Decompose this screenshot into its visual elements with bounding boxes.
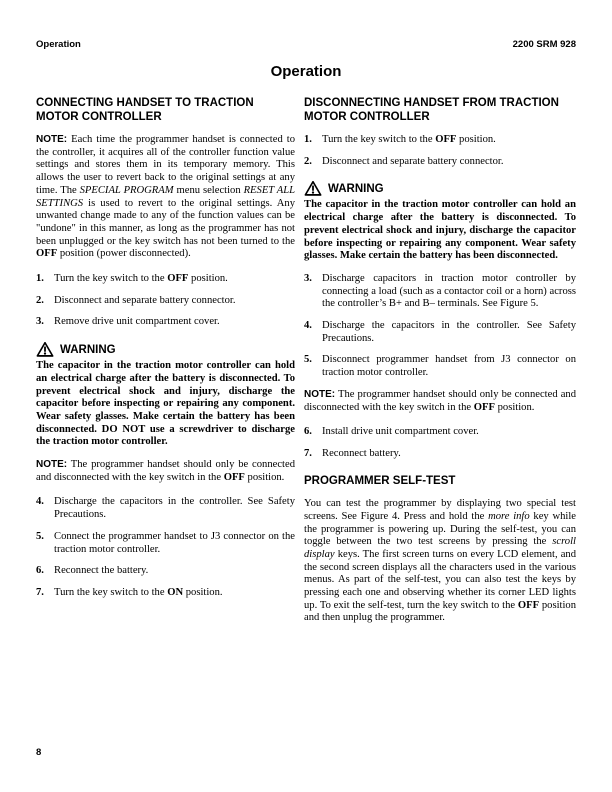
step-list: [36, 273, 295, 329]
step-list: [304, 134, 576, 168]
step-item: [304, 320, 576, 345]
step-text: Turn the key switch to the OFF position.: [322, 134, 496, 145]
warning-text: The capacitor in the traction motor controller can hold an electrical charge after the battery is disconnected. To prevent electrical shock and injury, discharge the capacitor before inspecting or repairing any component. Wear safety glasses. Make certain the battery has been disconnected.: [304, 199, 576, 262]
note-paragraph: NOTE: The programmer handset should only be connected and disconnected with the key switch in the OFF position.: [304, 388, 576, 413]
warning-triangle-icon: [304, 181, 322, 197]
note-paragraph: NOTE: Each time the programmer handset is connected to the controller, it acquires all of the controller function value settings and stores them in its temporary memory. This allows the user to revert back to the original settings at any time. The SPECIAL PROGRAM menu selection RESET ALL SETTINGS is used to revert to the original settings. Any unwanted change made to any of the function values can be "undone" in this manner, as long as the programmer has not been unplugged or the key switch has not been turned to the OFF position (power disconnected).: [36, 134, 295, 260]
step-number: 6.: [304, 426, 312, 438]
step-number: 4.: [36, 496, 44, 508]
step-text: Disconnect programmer handset from J3 connector on traction motor controller.: [322, 354, 576, 379]
step-text: Disconnect and separate battery connector.: [54, 294, 236, 306]
warning-triangle-icon: [36, 342, 54, 358]
step-text: Turn the key switch to the OFF position.: [54, 273, 228, 285]
warning-label: WARNING: [60, 343, 116, 356]
selftest-paragraph: You can test the programmer by displaying two special test screens. See Figure 4. Press and hold the more info key while the programmer is powering up. During the self-test, you can toggle between the two test screens by pressing the scroll display keys. The first screen turns on every LCD element, and the second screen displays all the characters used in the various menus. As part of the self-test, you can also test the keys by pressing each one and observing whether its corner LED lights up. To exit the self-test, turn the key switch to the OFF position and then unplug the programmer.: [304, 498, 576, 624]
step-item: [304, 426, 576, 439]
right-column: [304, 97, 576, 625]
step-number: 5.: [36, 530, 44, 542]
step-list: [304, 273, 576, 380]
step-number: 2.: [304, 155, 312, 167]
step-item: [36, 316, 295, 329]
running-header: [36, 40, 576, 50]
step-item: [304, 156, 576, 169]
header-right-text: 2200 SRM 928: [512, 39, 576, 50]
step-item: [36, 531, 295, 556]
two-column-layout: [36, 97, 576, 625]
step-item: [304, 448, 576, 461]
step-text: Discharge the capacitors in the controller. See Safety Precautions.: [54, 496, 295, 521]
step-item: [36, 295, 295, 308]
section-heading-disconnecting: DISCONNECTING HANDSET FROM TRACTION MOTOR CONTROLLER: [304, 97, 559, 123]
step-text: Reconnect the battery.: [54, 565, 149, 577]
step-item: [304, 134, 576, 147]
step-list: [304, 426, 576, 460]
step-number: 2.: [36, 294, 44, 306]
step-item: [36, 587, 295, 600]
note-paragraph: NOTE: The programmer handset should only be connected and disconnected with the key switch in the OFF position.: [36, 459, 295, 483]
section-heading-connecting: CONNECTING HANDSET TO TRACTION MOTOR CONTROLLER: [36, 97, 254, 123]
step-text: Reconnect battery.: [322, 447, 401, 459]
step-text: Discharge the capacitors in the controller. See Safety Precautions.: [322, 320, 576, 344]
step-text: Remove drive unit compartment cover.: [54, 316, 220, 328]
step-text: Install drive unit compartment cover.: [322, 426, 479, 438]
header-left-text: Operation: [36, 39, 81, 50]
step-item: [36, 496, 295, 521]
step-item: [304, 273, 576, 311]
warning-label: WARNING: [328, 183, 384, 196]
warning-header: [36, 342, 295, 358]
step-item: [304, 354, 576, 379]
left-column: [36, 97, 295, 625]
step-list: [36, 496, 295, 599]
step-number: 7.: [304, 447, 312, 459]
step-item: [36, 273, 295, 286]
warning-text: The capacitor in the traction motor controller can hold an electrical charge after the battery is disconnected. To prevent electrical shock and injury, discharge the capacitor before inspecting or repairing any component. Wear safety glasses. Make certain the battery has been disconnected. DO NOT use a screwdriver to discharge the traction motor controller.: [36, 360, 295, 448]
section-heading-selftest: PROGRAMMER SELF-TEST: [304, 474, 456, 487]
step-number: 7.: [36, 586, 44, 598]
step-item: [36, 565, 295, 578]
step-number: 3.: [304, 272, 312, 284]
page-number: 8: [36, 747, 42, 758]
step-text: Turn the key switch to the ON position.: [54, 586, 223, 598]
step-text: Discharge capacitors in traction motor controller by connecting a load (such as a contactor coil or a horn) across the controller’s B+ and B– terminals. See Figure 5.: [322, 272, 576, 310]
step-text: Disconnect and separate battery connector.: [322, 155, 504, 167]
step-number: 6.: [36, 565, 44, 577]
warning-header: [304, 181, 576, 197]
page-title: Operation: [270, 63, 342, 80]
step-number: 1.: [36, 273, 44, 285]
step-text: Connect the programmer handset to J3 connector on the traction motor controller.: [54, 530, 295, 555]
step-number: 5.: [304, 354, 312, 366]
step-number: 4.: [304, 320, 312, 332]
step-number: 3.: [36, 316, 44, 328]
step-number: 1.: [304, 134, 312, 145]
